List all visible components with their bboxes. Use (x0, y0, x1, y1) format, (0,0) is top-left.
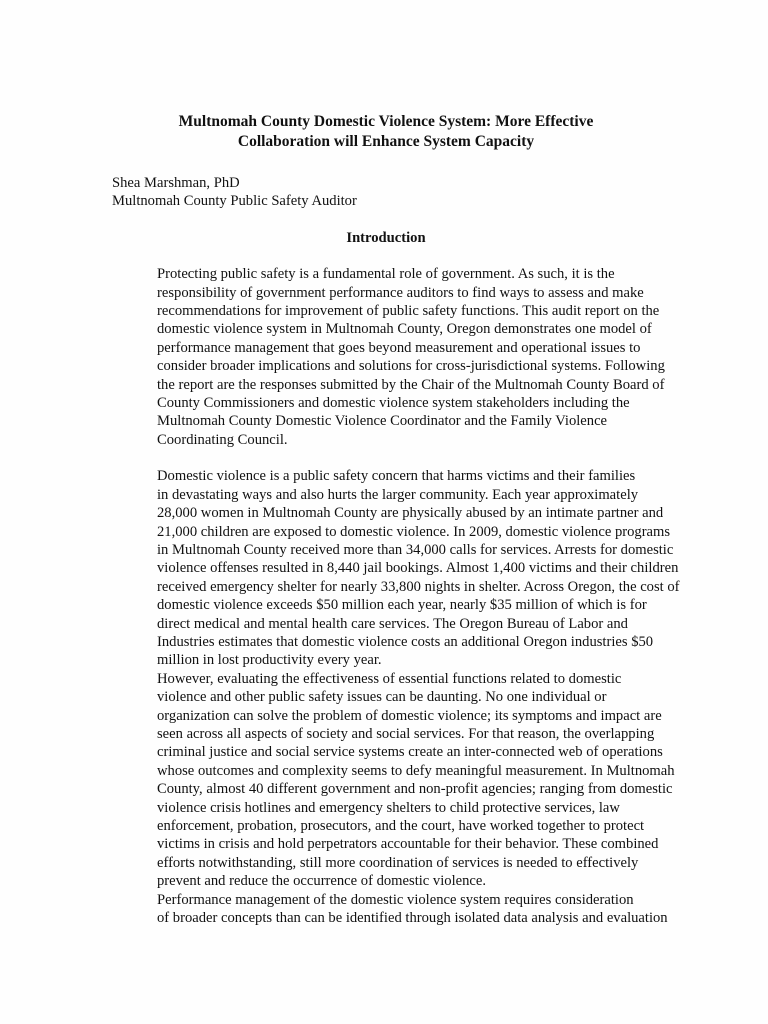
title-line-1: Multnomah County Domestic Violence System: More Effective (178, 113, 594, 130)
paragraph-line: recommendations for improvement of public safety functions. This audit report on the (157, 303, 660, 320)
paragraph-line: of broader concepts than can be identified through isolated data analysis and evaluation (157, 910, 668, 927)
author-name: Shea Marshman, PhD (112, 175, 240, 191)
paragraph (112, 265, 665, 449)
title-line-2: Collaboration will Enhance System Capacity (237, 133, 535, 150)
paragraph-line: responsibility of government performance auditors to find ways to assess and make (157, 284, 644, 301)
paragraph-line: However, evaluating the effectiveness of essential functions related to domestic (157, 670, 622, 687)
paragraph-line: County Commissioners and domestic violence system stakeholders including the (157, 395, 630, 412)
paragraph-line: Industries estimates that domestic violence costs an additional Oregon industries $50 (157, 633, 654, 650)
paragraph-list (112, 265, 680, 927)
section-heading: Introduction (346, 229, 426, 246)
paragraph-line: criminal justice and social service systems create an inter-connected web of operations (157, 744, 663, 761)
paragraph-line: consider broader implications and solutions for cross-jurisdictional systems. Following (157, 358, 665, 375)
paragraph-line: violence and other public safety issues can be daunting. No one individual or (157, 689, 607, 706)
paragraph-line: organization can solve the problem of domestic violence; its symptoms and impact are (157, 707, 662, 724)
paragraph-line: Performance management of the domestic violence system requires consideration (157, 891, 634, 908)
paragraph-line: prevent and reduce the occurrence of domestic violence. (157, 873, 487, 890)
paragraph-line: received emergency shelter for nearly 33,800 nights in shelter. Across Oregon, the cost of (157, 578, 680, 595)
paragraph-line: 21,000 children are exposed to domestic violence. In 2009, domestic violence programs (157, 523, 671, 540)
paragraph-line: the report are the responses submitted by the Chair of the Multnomah County Board of (157, 376, 665, 393)
paragraph-line: County, almost 40 different government and non-profit agencies; ranging from domestic (157, 781, 673, 798)
document-title (112, 112, 660, 152)
paragraph-line: performance management that goes beyond measurement and operational issues to (157, 339, 641, 356)
paragraph-line: victims in crisis and hold perpetrators accountable for their behavior. These combined (157, 836, 659, 853)
paragraph-line: efforts notwithstanding, still more coordination of services is needed to effectively (157, 854, 639, 871)
paragraph-line: Protecting public safety is a fundamental role of government. As such, it is the (157, 266, 615, 283)
paragraph-line: Domestic violence is a public safety concern that harms victims and their families (157, 468, 636, 485)
paragraph (112, 467, 680, 669)
paragraph-line: direct medical and mental health care services. The Oregon Bureau of Labor and (157, 615, 628, 632)
paragraph-line: Coordinating Council. (157, 431, 288, 448)
document-body (112, 108, 680, 927)
author-title: Multnomah County Public Safety Auditor (112, 193, 357, 210)
paragraph-line: whose outcomes and complexity seems to defy meaningful measurement. In Multnomah (157, 762, 675, 779)
paragraph-line: domestic violence exceeds $50 million each year, nearly $35 million of which is for (157, 597, 647, 614)
paragraph-line: in devastating ways and also hurts the larger community. Each year approximately (157, 486, 639, 503)
paragraph (112, 670, 675, 891)
author-block (112, 174, 660, 211)
paragraph-line: 28,000 women in Multnomah County are physically abused by an intimate partner and (157, 505, 664, 522)
paragraph-line: violence crisis hotlines and emergency shelters to child protective services, law (157, 799, 620, 816)
paragraph-line: violence offenses resulted in 8,440 jail bookings. Almost 1,400 victims and their children (157, 560, 679, 577)
paragraph-line: Multnomah County Domestic Violence Coordinator and the Family Violence (157, 413, 608, 430)
paragraph-line: enforcement, probation, prosecutors, and the court, have worked together to protect (157, 818, 645, 834)
paragraph-line: domestic violence system in Multnomah County, Oregon demonstrates one model of (157, 321, 652, 338)
paragraph-line: million in lost productivity every year. (157, 652, 382, 669)
paragraph-line: seen across all aspects of society and social services. For that reason, the overlapping (157, 725, 655, 742)
paragraph (112, 891, 668, 928)
paragraph-line: in Multnomah County received more than 34,000 calls for services. Arrests for domestic (157, 541, 674, 558)
